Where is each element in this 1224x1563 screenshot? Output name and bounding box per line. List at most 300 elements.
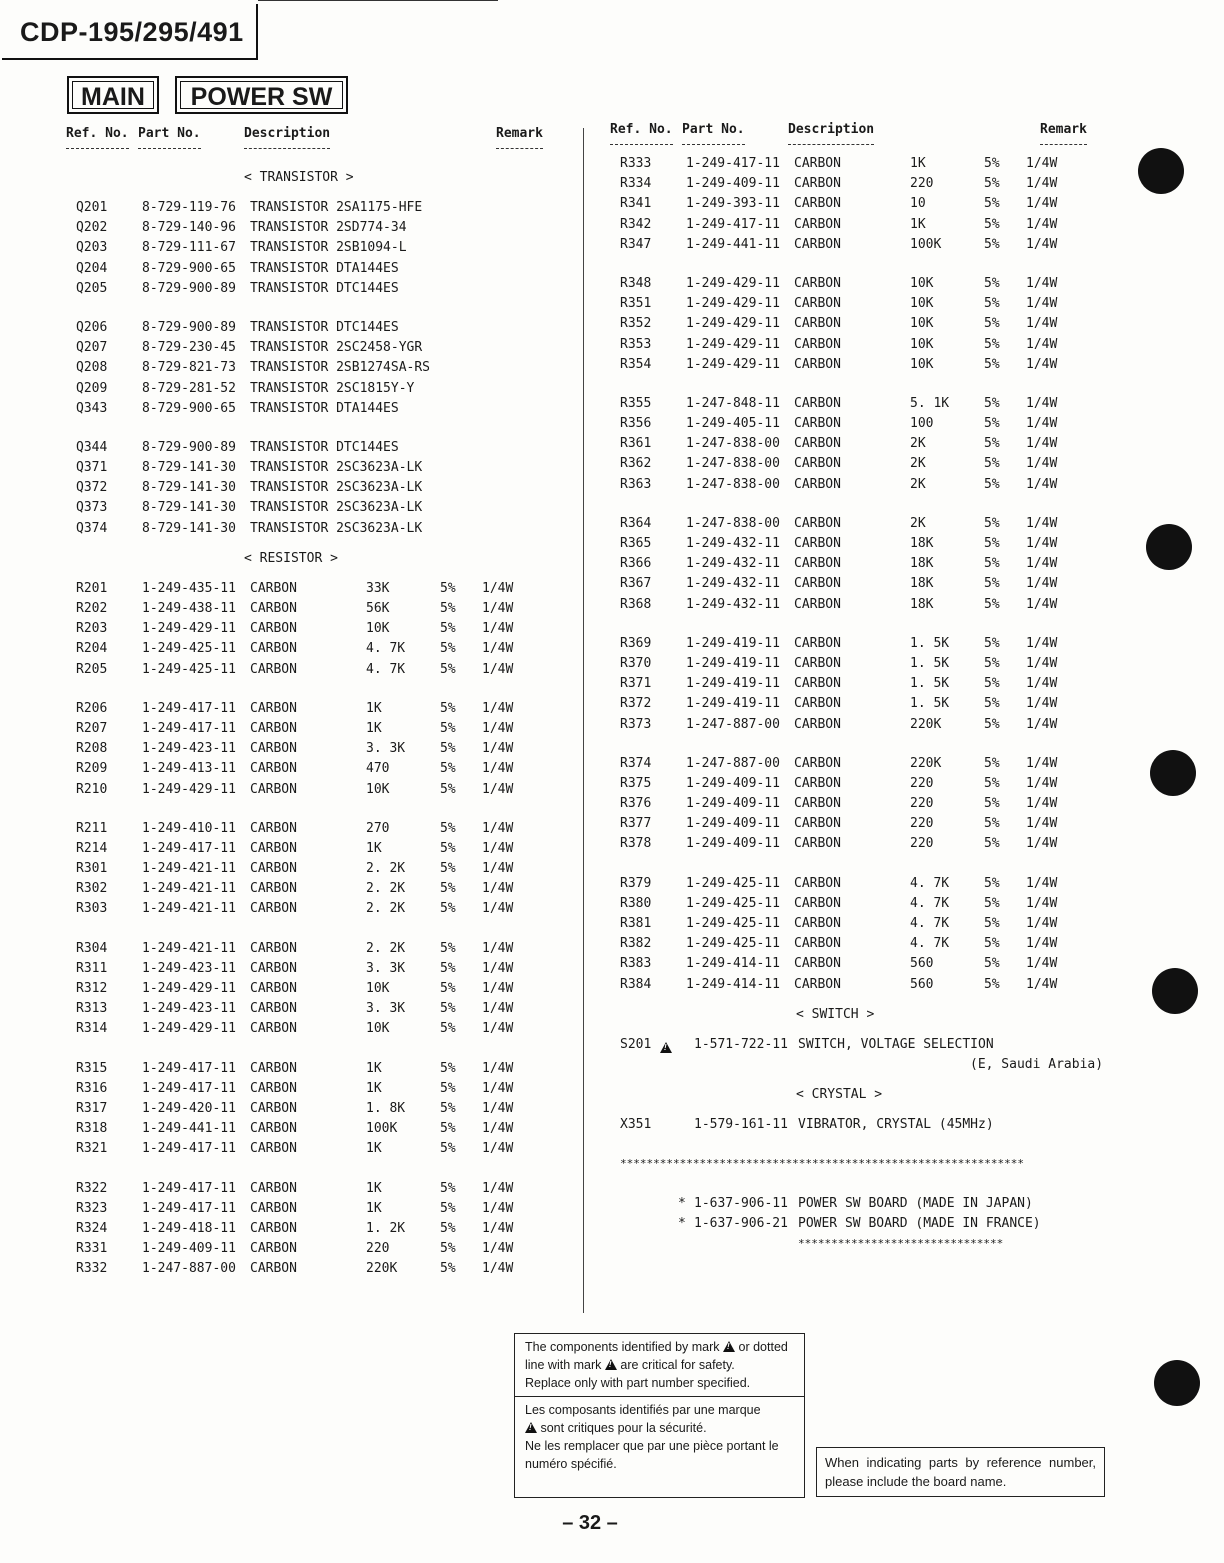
part-no: 1-249-429-11 bbox=[686, 296, 780, 312]
ref-no: R317 bbox=[76, 1100, 108, 1116]
value: 470 bbox=[366, 761, 390, 777]
value: 4. 7K bbox=[366, 641, 406, 657]
description: CARBON bbox=[250, 1121, 297, 1137]
wattage: 1/4W bbox=[482, 820, 514, 836]
value: 10K bbox=[366, 981, 390, 996]
part-no: 8-729-141-30 bbox=[142, 480, 236, 496]
ref-no: R371 bbox=[620, 676, 652, 692]
tolerance: 5% bbox=[440, 741, 456, 757]
ref-no: R363 bbox=[620, 476, 652, 492]
parts-row bbox=[62, 218, 562, 238]
value: 220 bbox=[910, 176, 934, 192]
ref-no: X351 bbox=[620, 1117, 652, 1133]
wattage: 1/4W bbox=[1026, 556, 1058, 572]
value: 1. 5K bbox=[910, 655, 950, 671]
tolerance: 5% bbox=[440, 1100, 456, 1116]
value: 10K bbox=[910, 316, 934, 332]
description: CARBON bbox=[250, 1080, 297, 1096]
parts-row bbox=[62, 1239, 562, 1259]
ref-no: R376 bbox=[620, 796, 652, 812]
wattage: 1/4W bbox=[1026, 916, 1058, 931]
wattage: 1/4W bbox=[482, 1141, 514, 1157]
description: CARBON bbox=[794, 676, 841, 692]
description: CARBON bbox=[794, 196, 841, 212]
ref-no: R314 bbox=[76, 1021, 108, 1037]
part-no: 8-729-141-30 bbox=[142, 500, 236, 516]
tolerance: 5% bbox=[440, 580, 456, 596]
description: TRANSISTOR 2SC3623A-LK bbox=[250, 480, 423, 496]
value: 1K bbox=[366, 1060, 382, 1076]
ref-no: R382 bbox=[620, 936, 652, 952]
value: 2K bbox=[910, 515, 926, 531]
tolerance: 5% bbox=[984, 576, 1000, 592]
description: CARBON bbox=[250, 741, 297, 757]
parts-row bbox=[606, 694, 1116, 714]
parts-row bbox=[606, 434, 1116, 454]
tolerance: 5% bbox=[984, 176, 1000, 192]
wattage: 1/4W bbox=[1026, 196, 1058, 212]
value: 1K bbox=[366, 1200, 382, 1216]
binder-hole bbox=[1150, 750, 1196, 796]
description: CARBON bbox=[794, 456, 841, 472]
parts-row bbox=[62, 458, 562, 478]
tolerance: 5% bbox=[984, 836, 1000, 852]
value: 220 bbox=[910, 796, 934, 812]
description: CARBON bbox=[250, 1200, 297, 1216]
star-rule-short: ******************************* bbox=[798, 1236, 1004, 1250]
tolerance: 5% bbox=[984, 755, 1000, 771]
ref-no: R364 bbox=[620, 515, 652, 531]
part-no: 1-249-425-11 bbox=[142, 641, 236, 657]
tolerance: 5% bbox=[984, 716, 1000, 732]
parts-row bbox=[62, 719, 562, 739]
part-no: 1-249-429-11 bbox=[686, 356, 780, 372]
ref-no: Q206 bbox=[76, 319, 108, 335]
value: 220 bbox=[910, 836, 934, 852]
ref-no: R313 bbox=[76, 1001, 108, 1017]
value: 560 bbox=[910, 956, 934, 972]
tolerance: 5% bbox=[984, 476, 1000, 492]
value: 220 bbox=[366, 1241, 390, 1257]
parts-row bbox=[62, 358, 562, 378]
parts-row bbox=[606, 154, 1116, 174]
description: CARBON bbox=[794, 556, 841, 572]
description: TRANSISTOR 2SC3623A-LK bbox=[250, 460, 423, 476]
parts-row bbox=[62, 1199, 562, 1219]
value: 1. 8K bbox=[366, 1100, 406, 1116]
description: TRANSISTOR 2SB1094-L bbox=[250, 240, 407, 256]
parts-row bbox=[62, 1219, 562, 1239]
part-no: 1-249-419-11 bbox=[686, 676, 780, 692]
description: TRANSISTOR 2SC2458-YGR bbox=[250, 340, 423, 356]
part-no: 1-249-423-11 bbox=[142, 960, 236, 976]
description: TRANSISTOR 2SC3623A-LK bbox=[250, 520, 423, 536]
ref-no: R324 bbox=[76, 1220, 108, 1236]
tolerance: 5% bbox=[984, 296, 1000, 312]
part-no: 1-637-906-11 bbox=[694, 1195, 788, 1211]
ref-no: R301 bbox=[76, 861, 108, 877]
part-no: 1-249-432-11 bbox=[686, 556, 780, 572]
crystal-row bbox=[606, 1115, 1116, 1135]
value: 1K bbox=[366, 720, 382, 736]
ref-no: R369 bbox=[620, 635, 652, 651]
part-no: 1-249-421-11 bbox=[142, 901, 236, 917]
parts-row bbox=[62, 879, 562, 899]
description: CARBON bbox=[794, 836, 841, 852]
parts-row bbox=[62, 859, 562, 879]
ref-no: Q205 bbox=[76, 280, 108, 296]
part-no: 1-249-413-11 bbox=[142, 761, 236, 777]
tolerance: 5% bbox=[984, 976, 1000, 992]
binder-hole bbox=[1146, 524, 1192, 570]
ref-no: R366 bbox=[620, 556, 652, 572]
tolerance: 5% bbox=[984, 536, 1000, 551]
value: 2. 2K bbox=[366, 901, 406, 917]
binder-hole bbox=[1138, 148, 1184, 194]
wattage: 1/4W bbox=[482, 661, 514, 677]
value: 1K bbox=[366, 1080, 382, 1096]
parts-row bbox=[606, 534, 1116, 554]
board-line-france: * 1-637-906-21 POWER SW BOARD (MADE IN FRANCE) bbox=[606, 1214, 1116, 1234]
tolerance: 5% bbox=[984, 676, 1000, 692]
ref-no: R383 bbox=[620, 956, 652, 972]
wattage: 1/4W bbox=[1026, 596, 1058, 612]
safety-warning-icon bbox=[723, 1341, 735, 1352]
tolerance: 5% bbox=[984, 515, 1000, 531]
part-no: 8-729-140-96 bbox=[142, 220, 236, 236]
safety-warning-icon bbox=[605, 1359, 617, 1370]
wattage: 1/4W bbox=[1026, 716, 1058, 732]
ref-no: Q209 bbox=[76, 380, 108, 396]
description: TRANSISTOR 2SC3623A-LK bbox=[250, 500, 423, 516]
value: 10K bbox=[910, 336, 934, 352]
tolerance: 5% bbox=[984, 816, 1000, 832]
value: 18K bbox=[910, 556, 934, 572]
description: CARBON bbox=[794, 936, 841, 952]
ref-no: Q202 bbox=[76, 220, 108, 236]
tolerance: 5% bbox=[440, 1180, 456, 1196]
ref-no: R206 bbox=[76, 700, 108, 716]
part-no: 1-249-417-11 bbox=[142, 1080, 236, 1096]
right-body bbox=[606, 154, 1116, 995]
description: CARBON bbox=[250, 981, 297, 996]
value: 220K bbox=[366, 1261, 398, 1277]
value: 10K bbox=[910, 356, 934, 372]
ref-no: R372 bbox=[620, 696, 652, 712]
page-number: – 32 – bbox=[562, 1512, 618, 1534]
value: 10K bbox=[910, 296, 934, 312]
wattage: 1/4W bbox=[482, 621, 514, 637]
part-no: 8-729-821-73 bbox=[142, 360, 236, 376]
tolerance: 5% bbox=[440, 861, 456, 877]
tolerance: 5% bbox=[984, 775, 1000, 791]
wattage: 1/4W bbox=[1026, 436, 1058, 452]
tolerance: 5% bbox=[440, 940, 456, 956]
part-no: 1-249-425-11 bbox=[686, 875, 780, 891]
ref-no: Q204 bbox=[76, 260, 108, 276]
ref-no: R356 bbox=[620, 416, 652, 432]
part-no: 1-249-414-11 bbox=[686, 976, 780, 992]
description: CARBON bbox=[250, 861, 297, 877]
part-no: 1-247-848-11 bbox=[686, 395, 780, 411]
description: CARBON bbox=[794, 916, 841, 931]
ref-no: R316 bbox=[76, 1080, 108, 1096]
parts-row bbox=[62, 1119, 562, 1139]
parts-row bbox=[62, 519, 562, 539]
part-no: 1-249-432-11 bbox=[686, 596, 780, 612]
ref-no: R367 bbox=[620, 576, 652, 592]
part-no: 1-249-409-11 bbox=[686, 176, 780, 192]
description: POWER SW BOARD (MADE IN JAPAN) bbox=[798, 1195, 1033, 1211]
tolerance: 5% bbox=[984, 316, 1000, 332]
tolerance: 5% bbox=[984, 236, 1000, 252]
parts-row bbox=[606, 314, 1116, 334]
parts-row bbox=[606, 174, 1116, 194]
part-no: 1-249-423-11 bbox=[142, 741, 236, 757]
wattage: 1/4W bbox=[482, 861, 514, 877]
part-no: 8-729-111-67 bbox=[142, 240, 236, 256]
part-no: 1-247-838-00 bbox=[686, 476, 780, 492]
value: 4. 7K bbox=[910, 916, 950, 931]
tolerance: 5% bbox=[984, 395, 1000, 411]
value: 10K bbox=[366, 621, 390, 637]
parts-row bbox=[62, 338, 562, 358]
wattage: 1/4W bbox=[482, 901, 514, 917]
description: CARBON bbox=[794, 536, 841, 551]
part-no: 8-729-900-65 bbox=[142, 260, 236, 276]
wattage: 1/4W bbox=[482, 1021, 514, 1037]
parts-row bbox=[62, 1059, 562, 1079]
part-no: 1-249-417-11 bbox=[142, 1180, 236, 1196]
parts-row bbox=[62, 959, 562, 979]
parts-list-right bbox=[606, 118, 1116, 1254]
wattage: 1/4W bbox=[1026, 316, 1058, 332]
parts-row bbox=[606, 194, 1116, 214]
part-no: 8-729-281-52 bbox=[142, 380, 236, 396]
switch-row bbox=[606, 1035, 1116, 1055]
switch-note-row bbox=[606, 1055, 1116, 1075]
part-no: 1-249-421-11 bbox=[142, 940, 236, 956]
description: SWITCH, VOLTAGE SELECTION bbox=[798, 1036, 994, 1052]
ref-no: R304 bbox=[76, 940, 108, 956]
wattage: 1/4W bbox=[1026, 816, 1058, 832]
tolerance: 5% bbox=[984, 416, 1000, 432]
ref-no: R384 bbox=[620, 976, 652, 992]
description: TRANSISTOR 2SD774-34 bbox=[250, 220, 407, 236]
description: CARBON bbox=[250, 700, 297, 716]
left-body bbox=[62, 158, 562, 1279]
parts-row bbox=[606, 754, 1116, 774]
ref-no: R315 bbox=[76, 1060, 108, 1076]
part-no: 1-249-425-11 bbox=[686, 895, 780, 911]
ref-no: R312 bbox=[76, 981, 108, 996]
tolerance: 5% bbox=[984, 596, 1000, 612]
ref-no: S201 bbox=[620, 1036, 652, 1052]
wattage: 1/4W bbox=[1026, 976, 1058, 992]
description: CARBON bbox=[250, 621, 297, 637]
part-no: 1-247-887-00 bbox=[142, 1261, 236, 1277]
ref-no: R303 bbox=[76, 901, 108, 917]
ref-no: Q373 bbox=[76, 500, 108, 516]
wattage: 1/4W bbox=[1026, 655, 1058, 671]
part-no: 1-249-417-11 bbox=[142, 1060, 236, 1076]
wattage: 1/4W bbox=[1026, 755, 1058, 771]
tolerance: 5% bbox=[440, 901, 456, 917]
value: 270 bbox=[366, 820, 390, 836]
value: 1K bbox=[366, 840, 382, 856]
value: 220K bbox=[910, 755, 942, 771]
tolerance: 5% bbox=[440, 661, 456, 677]
wattage: 1/4W bbox=[1026, 156, 1058, 171]
ref-no: Q207 bbox=[76, 340, 108, 356]
part-no: 1-249-421-11 bbox=[142, 861, 236, 877]
tolerance: 5% bbox=[440, 1141, 456, 1157]
ref-no: R352 bbox=[620, 316, 652, 332]
header-remark: Remark bbox=[1040, 122, 1087, 137]
description: CARBON bbox=[794, 156, 841, 171]
value: 3. 3K bbox=[366, 960, 406, 976]
value: 1K bbox=[366, 700, 382, 716]
wattage: 1/4W bbox=[482, 601, 514, 616]
header-description: Description bbox=[788, 122, 875, 137]
parts-row bbox=[606, 975, 1116, 995]
value: 10K bbox=[366, 1021, 390, 1037]
parts-row bbox=[606, 834, 1116, 854]
parts-row bbox=[62, 238, 562, 258]
parts-row bbox=[62, 1019, 562, 1039]
parts-row bbox=[62, 759, 562, 779]
description: CARBON bbox=[794, 875, 841, 891]
parts-row bbox=[606, 475, 1116, 495]
board-line-japan: * 1-637-906-11 POWER SW BOARD (MADE IN JAPAN) bbox=[606, 1194, 1116, 1214]
parts-row bbox=[62, 579, 562, 599]
part-no: 1-249-405-11 bbox=[686, 416, 780, 432]
description: TRANSISTOR DTC144ES bbox=[250, 319, 399, 335]
value: 4. 7K bbox=[910, 875, 950, 891]
parts-row bbox=[606, 335, 1116, 355]
value: 100K bbox=[366, 1121, 398, 1137]
parts-row bbox=[606, 514, 1116, 534]
parts-row bbox=[62, 259, 562, 279]
tolerance: 5% bbox=[984, 655, 1000, 671]
tolerance: 5% bbox=[984, 356, 1000, 372]
part-no: 1-249-435-11 bbox=[142, 580, 236, 596]
wattage: 1/4W bbox=[1026, 936, 1058, 952]
column-headers-right bbox=[606, 118, 1116, 154]
tolerance: 5% bbox=[984, 336, 1000, 352]
parts-row bbox=[606, 634, 1116, 654]
tolerance: 5% bbox=[984, 936, 1000, 952]
ref-no: Q201 bbox=[76, 200, 108, 215]
parts-row bbox=[62, 1139, 562, 1159]
tolerance: 5% bbox=[440, 820, 456, 836]
part-no: 1-249-420-11 bbox=[142, 1100, 236, 1116]
value: 1. 5K bbox=[910, 696, 950, 712]
description: CARBON bbox=[794, 476, 841, 492]
description: CARBON bbox=[794, 796, 841, 812]
tolerance: 5% bbox=[440, 881, 456, 897]
ref-no: R214 bbox=[76, 840, 108, 856]
tolerance: 5% bbox=[984, 916, 1000, 931]
part-no: 1-247-838-00 bbox=[686, 436, 780, 452]
part-no: 1-249-410-11 bbox=[142, 820, 236, 836]
description: CARBON bbox=[794, 416, 841, 432]
description: CARBON bbox=[794, 515, 841, 531]
value: 560 bbox=[910, 976, 934, 992]
parts-row bbox=[62, 780, 562, 800]
part-no: 1-249-425-11 bbox=[686, 936, 780, 952]
part-no: 1-249-417-11 bbox=[142, 1200, 236, 1216]
wattage: 1/4W bbox=[1026, 476, 1058, 492]
parts-row bbox=[606, 394, 1116, 414]
ref-no: R331 bbox=[76, 1241, 108, 1257]
wattage: 1/4W bbox=[482, 720, 514, 736]
tolerance: 5% bbox=[984, 556, 1000, 572]
wattage: 1/4W bbox=[1026, 296, 1058, 312]
parts-row bbox=[606, 674, 1116, 694]
value: 56K bbox=[366, 601, 390, 616]
wattage: 1/4W bbox=[482, 1200, 514, 1216]
tolerance: 5% bbox=[984, 436, 1000, 452]
wattage: 1/4W bbox=[1026, 875, 1058, 891]
ref-no: R322 bbox=[76, 1180, 108, 1196]
board-label-power-sw: POWER SW bbox=[175, 76, 348, 114]
wattage: 1/4W bbox=[482, 940, 514, 956]
ref-no: R347 bbox=[620, 236, 652, 252]
value: 1K bbox=[910, 216, 926, 232]
part-no: 1-249-429-11 bbox=[142, 981, 236, 996]
parts-row bbox=[606, 874, 1116, 894]
parts-row bbox=[606, 954, 1116, 974]
description: CARBON bbox=[794, 236, 841, 252]
tolerance: 5% bbox=[440, 1241, 456, 1257]
part-no: 8-729-119-76 bbox=[142, 200, 236, 215]
description: CARBON bbox=[250, 1060, 297, 1076]
description: CARBON bbox=[794, 395, 841, 411]
description: CARBON bbox=[250, 820, 297, 836]
ref-no: R381 bbox=[620, 916, 652, 931]
description: CARBON bbox=[794, 316, 841, 332]
description: CARBON bbox=[250, 1001, 297, 1017]
wattage: 1/4W bbox=[1026, 275, 1058, 291]
wattage: 1/4W bbox=[482, 960, 514, 976]
reference-note-box: When indicating parts by reference number, please include the board name. bbox=[816, 1447, 1105, 1497]
tolerance: 5% bbox=[984, 875, 1000, 891]
ref-no: R341 bbox=[620, 196, 652, 212]
part-no: 1-579-161-11 bbox=[694, 1117, 788, 1133]
part-no: 1-249-418-11 bbox=[142, 1220, 236, 1236]
ref-no: R377 bbox=[620, 816, 652, 832]
ref-no: R333 bbox=[620, 156, 652, 171]
value: 18K bbox=[910, 576, 934, 592]
star-rule-long: ************************************************************* bbox=[620, 1157, 1024, 1171]
part-no: 1-249-432-11 bbox=[686, 536, 780, 551]
ref-no: R370 bbox=[620, 655, 652, 671]
value: 5. 1K bbox=[910, 395, 950, 411]
parts-row bbox=[62, 1099, 562, 1119]
value: 2. 2K bbox=[366, 881, 406, 897]
value: 18K bbox=[910, 596, 934, 612]
tolerance: 5% bbox=[440, 960, 456, 976]
header-part: Part No. bbox=[682, 122, 745, 137]
ref-no: R311 bbox=[76, 960, 108, 976]
header-ref: Ref. No. bbox=[610, 122, 673, 137]
safety-warning-icon bbox=[525, 1422, 537, 1433]
description: VIBRATOR, CRYSTAL (45MHz) bbox=[798, 1117, 994, 1133]
description: TRANSISTOR DTC144ES bbox=[250, 280, 399, 296]
tolerance: 5% bbox=[984, 895, 1000, 911]
description: CARBON bbox=[794, 336, 841, 352]
